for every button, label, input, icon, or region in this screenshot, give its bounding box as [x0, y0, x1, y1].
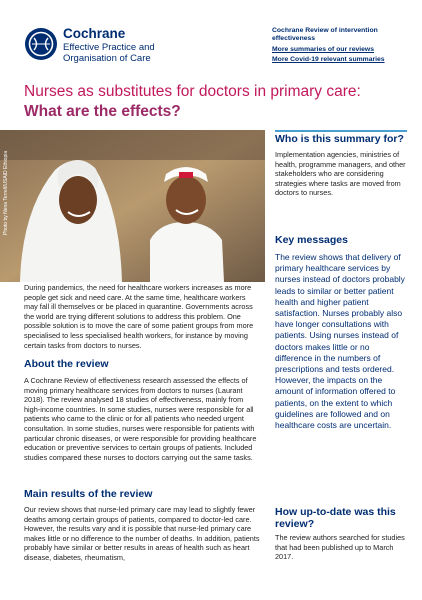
key-messages-paragraph: The review shows that delivery of primary healthcare services by nurses instead of doctors probably leads to similar or better patient health and higher patient satisfaction. Nurses probably also have longer consultations with patients. Using nurses instead of doctors makes little or no difference in the numbers of prescriptions and tests ordered. However, the impacts on the amount of information offered to patients, on the extent to which guidelines are followed and on healthcare costs are uncertain. — [275, 252, 405, 431]
link-covid-summaries[interactable]: More Covid-19 relevant summaries — [272, 56, 385, 63]
about-paragraph: A Cochrane Review of effectiveness research assessed the effects of moving primary healthcare services from doctors to nurses (Laurant 2018). The review analysed 18 studies of effectiveness, mainly from high-income countries. In some studies, nurses were responsible for all patients who came to the clinic or for all patients who needed urgent consultation. In some studies, nurses were responsible for patients with particular chronic diseases, or were responsible for providing healthcare education or preventive services to certain groups of patients. Included studies compared these nurses to doctors carrying out the same tasks. — [24, 376, 257, 462]
heading-up-to-date: How up-to-date was this review? — [275, 506, 396, 530]
page-title — [24, 82, 404, 122]
review-type: Cochrane Review of intervention effectiveness — [272, 27, 378, 42]
heading-who: Who is this summary for? — [275, 133, 404, 145]
link-more-summaries[interactable]: More summaries of our reviews — [272, 46, 374, 53]
who-paragraph: Implementation agencies, ministries of health, programme managers, and other stakeholders who are considering strategies where tasks are moved from doctors to nurses. — [275, 150, 406, 198]
org-subtitle: Effective Practice and Organisation of Care — [63, 42, 155, 64]
photo-credit: Photo by Nena Terrell/USAID Ethiopia — [3, 150, 9, 235]
photo-nurses — [0, 130, 265, 282]
heading-key-messages: Key messages — [275, 234, 348, 246]
heading-about: About the review — [24, 358, 109, 370]
page-header — [0, 0, 422, 76]
title-line-2: What are the effects? — [24, 103, 181, 120]
up-to-date-paragraph: The review authors searched for studies that had been published up to March 2017. — [275, 533, 405, 562]
intro-paragraph: During pandemics, the need for healthcare workers increases as more people get sick and need care. At the same time, healthcare workers may fall ill themselves or be placed in quarantine. Governments across the world are trying different solutions to address this problem. One possible solution is to move the care of some patient groups from more specialised to less specialised health workers, for instance by moving certain tasks from doctors to nurses. — [24, 283, 254, 350]
photo-illustration — [0, 130, 265, 282]
title-line-1: Nurses as substitutes for doctors in primary care: — [24, 83, 361, 100]
right-column-rule — [275, 130, 407, 132]
org-title: Cochrane — [63, 26, 126, 41]
results-paragraph: Our review shows that nurse-led primary care may lead to slightly fewer deaths among certain groups of patients, compared to doctor-led care. However, the results vary and it is possible that nurse-led primary care makes little or no difference to the number of deaths. In addition, patients probably have similar or better results in areas of health such as heart disease, diabetes, rheumatism, — [24, 505, 260, 562]
cochrane-logo-icon — [24, 27, 58, 61]
heading-results: Main results of the review — [24, 488, 153, 500]
